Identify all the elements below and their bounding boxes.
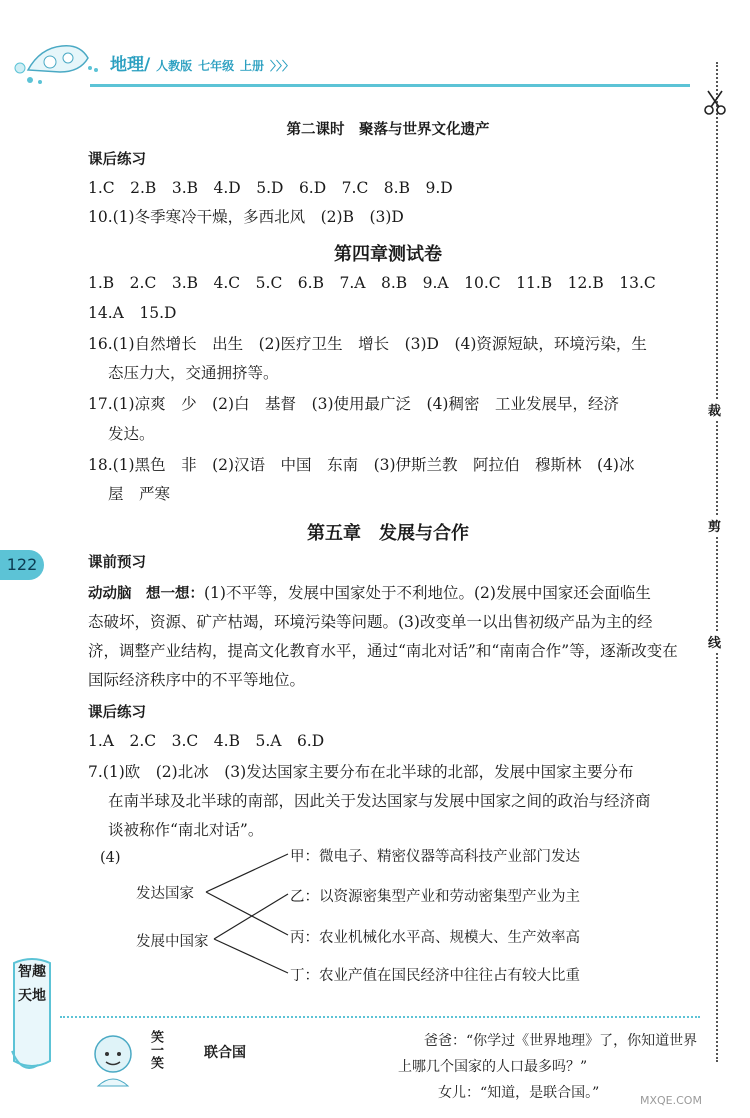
header-volume: 上册 [240, 59, 265, 73]
answer-line: 18.(1)黑色 非 (2)汉语 中国 东南 (3)伊斯兰教 阿拉伯 穆斯林 (4)冰 [88, 456, 635, 474]
header-arrows: 〉〉〉 [269, 59, 294, 73]
scroll-text: 智趣天地 [18, 964, 46, 1004]
lesson-title: 第二课时 聚落与世界文化遗产 [286, 122, 490, 138]
answer-line: 发达。 [108, 425, 155, 443]
diagram-label: (4) [100, 850, 121, 866]
cartoon-girl-icon [88, 1026, 138, 1096]
answer-line: 1.A 2.C 3.C 4.B 5.A 6.D [88, 732, 325, 750]
answer-line: 态压力大，交通拥挤等。 [108, 364, 279, 382]
answer-line: 10.(1)冬季寒冷干燥，多西北风 (2)B (3)D [88, 208, 404, 226]
answer-line: 1.B 2.C 3.B 4.C 5.C 6.B 7.A 8.B 9.A 10.C 11.B 12.B 13.C [88, 274, 656, 292]
footer-vertical-label: 笑一笑 [148, 1030, 163, 1069]
watermark: MXQE.COM [640, 1094, 702, 1107]
footer-joke-line: 女儿：“知道，是联合国。” [438, 1085, 600, 1101]
answer-line: 14.A 15.D [88, 304, 177, 322]
test-title: 第四章测试卷 [334, 244, 442, 265]
answer-line: 谈被称作“南北对话”。 [108, 821, 264, 839]
diagram-right-item: 丁：农业产值在国民经济中往往占有较大比重 [290, 968, 580, 984]
footer-joke-line: 上哪几个国家的人口最多吗？” [398, 1059, 588, 1075]
after-class-label: 课后练习 [88, 152, 146, 168]
preview-line: 国际经济秩序中的不平等地位。 [88, 671, 306, 689]
after-class-label: 课后练习 [88, 705, 146, 721]
answer-line: 7.(1)欧 (2)北冰 (3)发达国家主要分布在北半球的北部，发展中国家主要分布 [88, 763, 634, 781]
diagram-right-item: 丙：农业机械化水平高、规模大、生产效率高 [290, 930, 580, 946]
page-number: 122 [0, 550, 44, 580]
cut-label-3: 线 [708, 632, 721, 651]
header-grade: 七年级 [198, 59, 235, 73]
header-subject: 地理 [110, 55, 144, 75]
preview-label: 课前预习 [88, 555, 146, 571]
chapter-title: 第五章 发展与合作 [307, 523, 469, 544]
answer-line: 16.(1)自然增长 出生 (2)医疗卫生 增长 (3)D (4)资源短缺，环境污染，生 [88, 335, 647, 353]
header-title: 地理/ 人教版 七年级 上册 〉〉〉 [110, 55, 294, 75]
header-edition: 人教版 [156, 59, 193, 73]
footer-joke-line: 爸爸：“你学过《世界地理》了，你知道世界 [424, 1033, 698, 1049]
cut-label-2: 剪 [708, 516, 721, 535]
preview-line: 济，调整产业结构，提高文化教育水平，通过“南北对话”和“南南合作”等，逐渐改变在 [88, 642, 678, 660]
answer-line: 屋 严寒 [108, 485, 171, 503]
preview-text: (1)不平等，发展中国家处于不利地位。(2)发展中国家还会面临生 [204, 584, 651, 602]
diagram-left-item: 发达国家 [136, 886, 194, 902]
answer-line: 在南半球及北半球的南部，因此关于发达国家与发展中国家之间的政治与经济商 [108, 792, 651, 810]
cut-label-1: 裁 [708, 400, 721, 419]
diagram-right-item: 乙：以资源密集型产业和劳动密集型产业为主 [290, 889, 580, 905]
diagram-right-item: 甲：微电子、精密仪器等高科技产业部门发达 [290, 849, 580, 865]
preview-line: 态破坏，资源、矿产枯竭，环境污染等问题。(3)改变单一以出售初级产品为主的经 [88, 613, 653, 631]
answer-line: 17.(1)凉爽 少 (2)白 基督 (3)使用最广泛 (4)稠密 工业发展早，经济 [88, 395, 619, 413]
think-label: 动动脑 想一想： [88, 586, 204, 602]
diagram-left-item: 发展中国家 [136, 934, 209, 950]
answer-line: 1.C 2.B 3.B 4.D 5.D 6.D 7.C 8.B 9.D [88, 179, 453, 197]
footer-rule [60, 1016, 700, 1018]
footer-title: 联合国 [204, 1045, 246, 1061]
